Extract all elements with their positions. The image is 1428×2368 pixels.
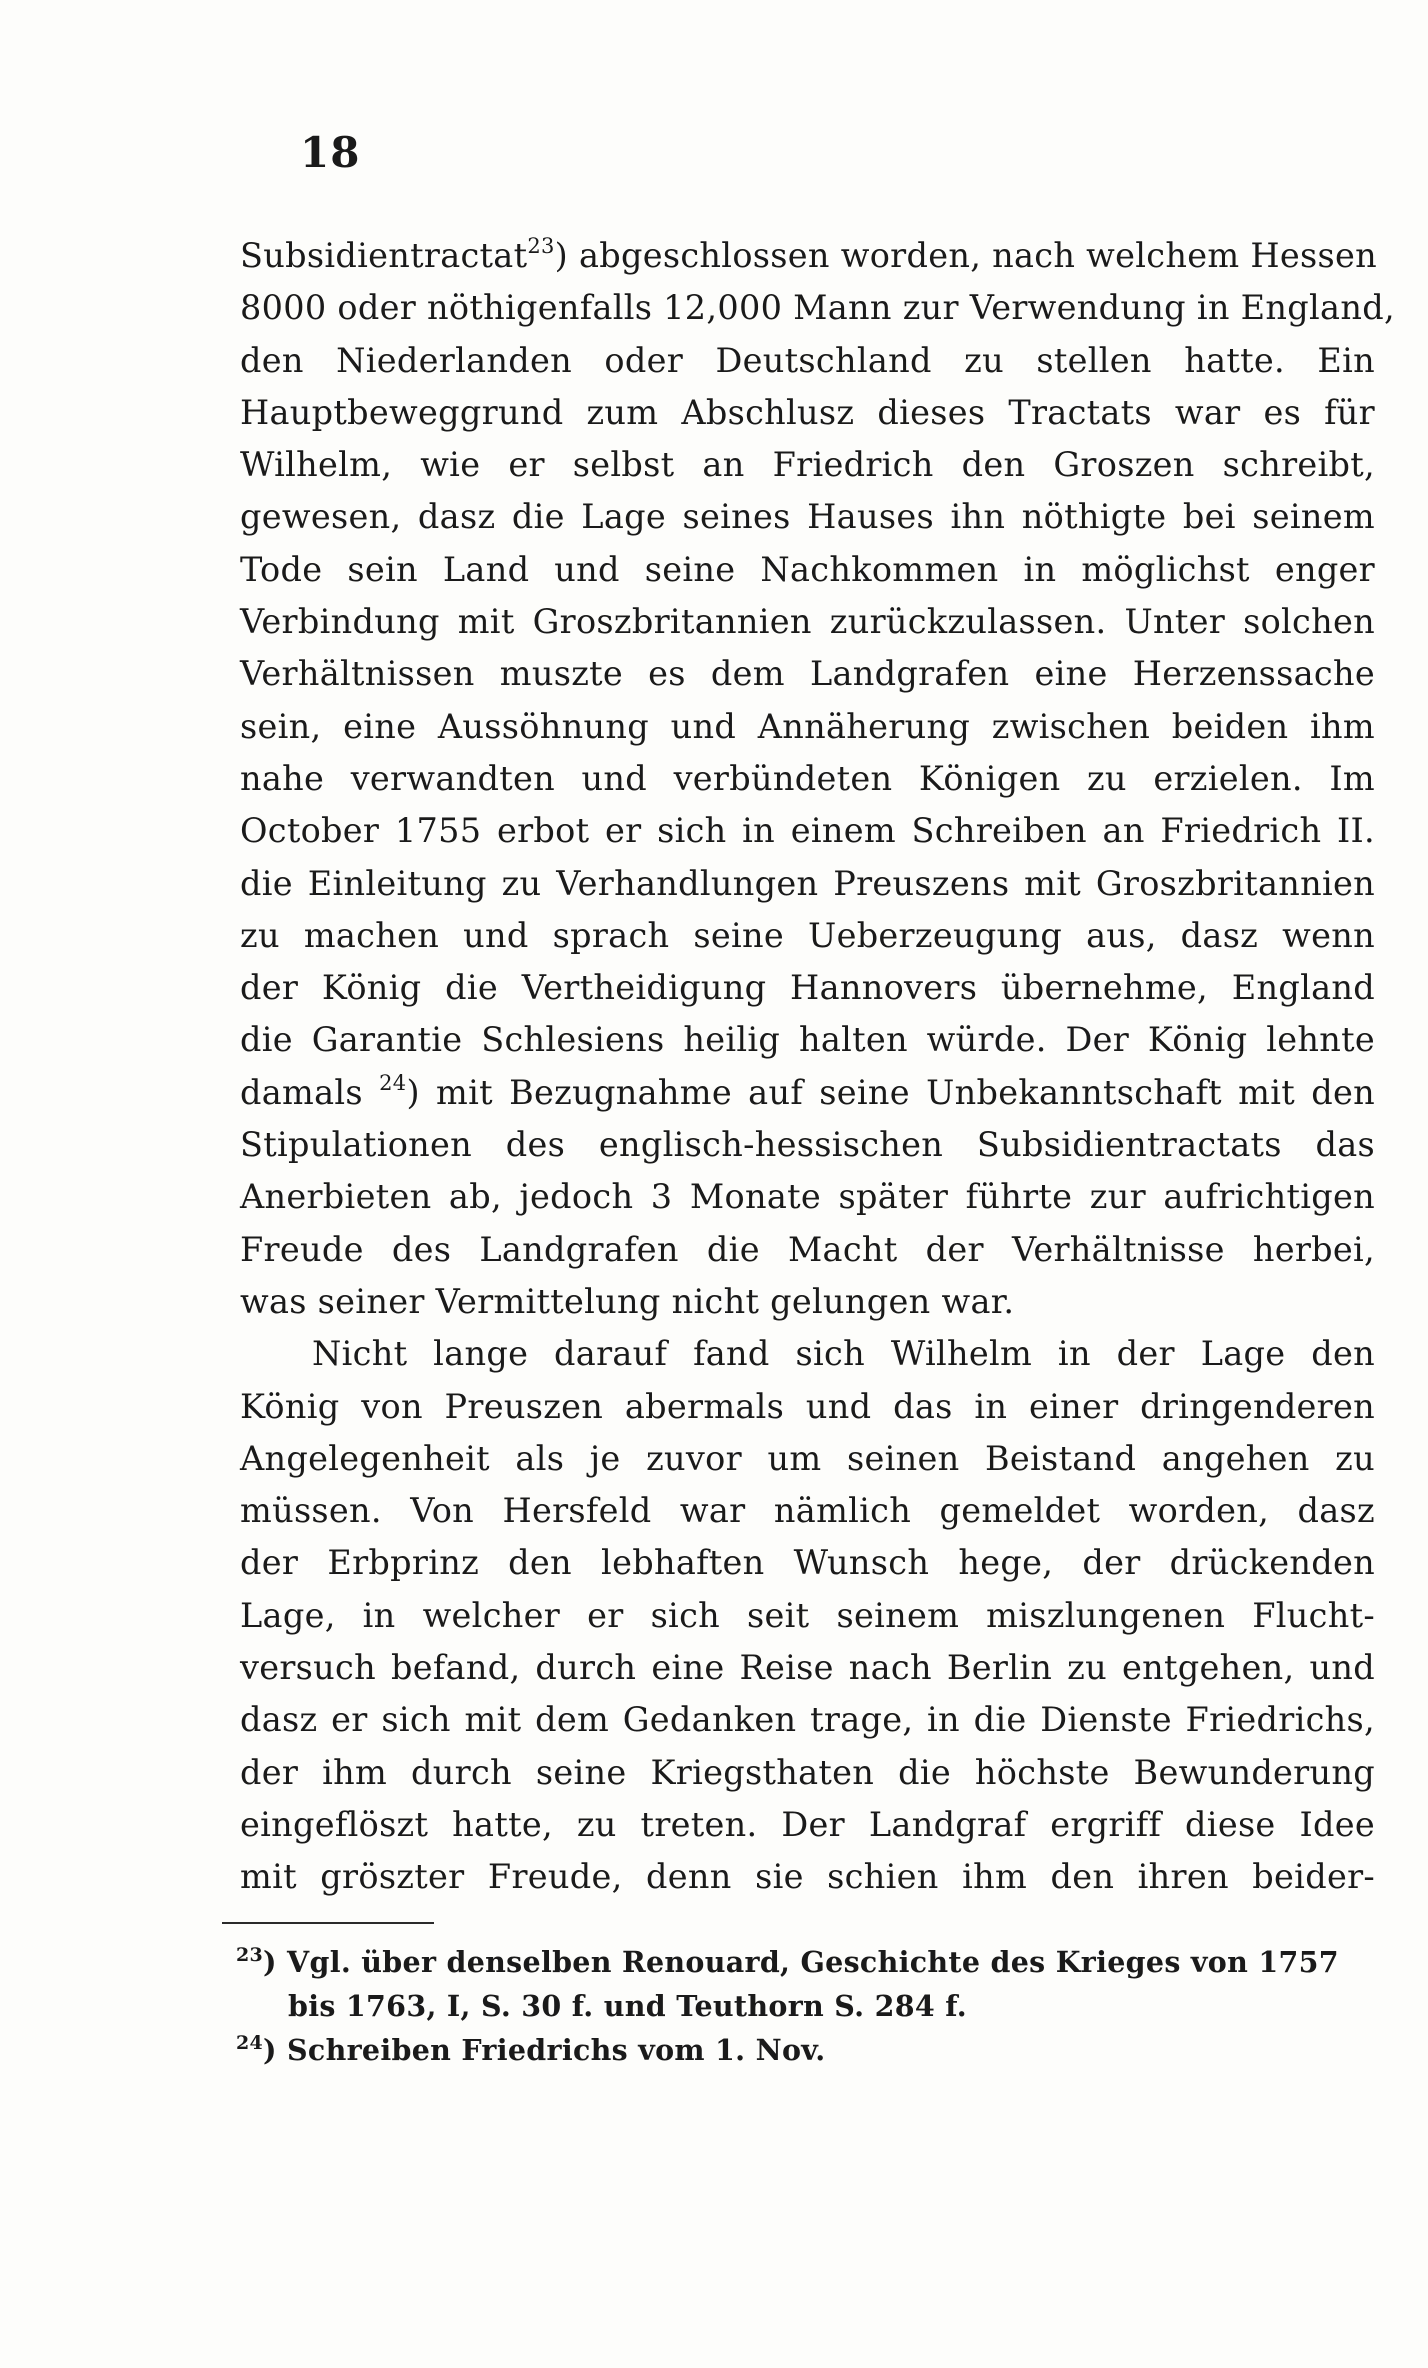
text-line-4: Hauptbeweggrund zum Abschlusz dieses Tractats war es für [240, 392, 1375, 432]
text-line-29: dasz er sich mit dem Gedanken trage, in die Dienste Friedrichs, [240, 1700, 1375, 1740]
text-line-19: Anerbieten ab, jedoch 3 Monate später führte zur aufrichtigen [240, 1177, 1375, 1217]
text-line-2: 8000 oder nöthigenfalls 12,000 Mann zur Verwendung in England, [240, 288, 1395, 328]
text-line-23: König von Preuszen abermals und das in einer dringenderen [240, 1386, 1375, 1426]
text-line-18: Stipulationen des englisch-hessischen Subsidientractats das [240, 1125, 1375, 1165]
footnotes [236, 1940, 1366, 2072]
text-line-16: die Garantie Schlesiens heilig halten würde. Der König lehnte [240, 1020, 1375, 1060]
text-line-8: Verbindung mit Groszbritannien zurückzulassen. Unter solchen [240, 602, 1375, 642]
text-line-14: zu machen und sprach seine Ueberzeugung aus, dasz wenn [240, 915, 1375, 955]
text-line-12: October 1755 erbot er sich in einem Schreiben an Friedrich II. [240, 811, 1375, 851]
text-line-3: den Niederlanden oder Deutschland zu stellen hatte. Ein [240, 340, 1375, 380]
text-line-15: der König die Vertheidigung Hannovers übernehme, England [240, 968, 1375, 1008]
text-line-25: müssen. Von Hersfeld war nämlich gemeldet worden, dasz [240, 1491, 1375, 1531]
footnote-mark-24: 24 [236, 2032, 264, 2054]
text-line-27: Lage, in welcher er sich seit seinem miszlungenen Flucht- [240, 1595, 1375, 1635]
footnote-ref-23[interactable]: 23 [527, 234, 555, 258]
footnote-ref-24[interactable]: 24 [379, 1070, 407, 1095]
footnote-divider [222, 1922, 434, 1924]
text-line-21: was seiner Vermittelung nicht gelungen war. [240, 1281, 1015, 1321]
footnote-mark-23: 23 [236, 1944, 264, 1966]
text-line-22: Nicht lange darauf fand sich Wilhelm in der Lage den [312, 1334, 1375, 1374]
footnote-24: $^{24}$) Schreiben Friedrichs vom 1. Nov. [236, 2032, 826, 2067]
text-line-17: damals $^{24}$) mit Bezugnahme auf seine Unbekanntschaft mit den [240, 1070, 1375, 1112]
text-line-11: nahe verwandten und verbündeten Königen zu erzielen. Im [240, 758, 1375, 798]
footnote-23: $^{23}$) Vgl. über denselben Renouard, Geschichte des Krieges von 1757 [236, 1944, 1339, 1979]
text-line-20: Freude des Landgrafen die Macht der Verhältnisse herbei, [240, 1229, 1375, 1269]
text-line-26: der Erbprinz den lebhaften Wunsch hege, der drückenden [240, 1543, 1375, 1583]
text-line-24: Angelegenheit als je zuvor um seinen Beistand angehen zu [240, 1438, 1375, 1478]
text-line-31: eingeflöszt hatte, zu treten. Der Landgraf ergriff diese Idee [240, 1804, 1375, 1844]
text-line-10: sein, eine Aussöhnung und Annäherung zwischen beiden ihm [240, 706, 1375, 746]
text-line-32: mit gröszter Freude, denn sie schien ihm den ihren beider- [240, 1857, 1375, 1897]
text-line-30: der ihm durch seine Kriegsthaten die höchste Bewunderung [240, 1752, 1375, 1792]
body-text [240, 230, 1395, 1904]
text-line-5: Wilhelm, wie er selbst an Friedrich den Groszen schreibt, [240, 445, 1375, 485]
text-line-9: Verhältnissen muszte es dem Landgrafen eine Herzenssache [240, 654, 1375, 694]
page-number: 18 [300, 128, 361, 177]
footnote-23-continued: bis 1763, I, S. 30 f. und Teuthorn S. 284 f. [288, 1989, 967, 2023]
text-line-1: Subsidientractat$^{23}$) abgeschlossen worden, nach welchem Hessen [240, 234, 1377, 275]
text-line-28: versuch befand, durch eine Reise nach Berlin zu entgehen, und [240, 1648, 1375, 1688]
text-line-7: Tode sein Land und seine Nachkommen in möglichst enger [240, 549, 1375, 589]
text-line-6: gewesen, dasz die Lage seines Hauses ihn nöthigte bei seinem [240, 497, 1375, 537]
text-line-13: die Einleitung zu Verhandlungen Preuszens mit Groszbritannien [240, 863, 1375, 903]
